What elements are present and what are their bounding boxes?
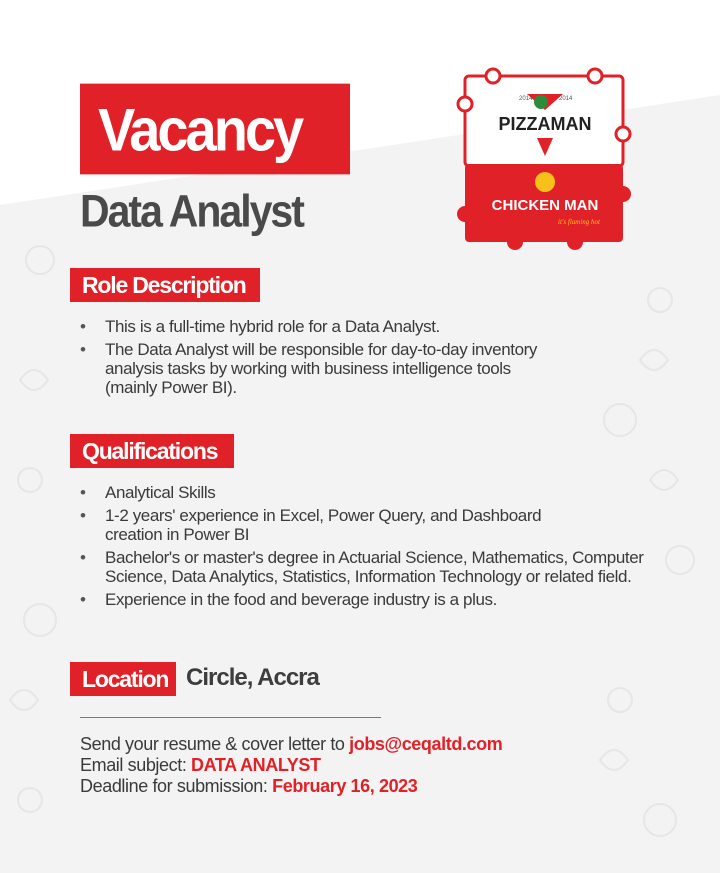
qualifications-list — [80, 483, 660, 613]
contact-info — [80, 734, 502, 797]
company-logo — [455, 64, 635, 250]
logo-year-right: 2014 — [559, 96, 573, 102]
location-label: Location — [70, 662, 176, 696]
vacancy-heading: Vacancy — [80, 84, 350, 175]
subject-line — [80, 755, 502, 776]
email-subject: DATA ANALYST — [191, 755, 321, 775]
role-description-list — [80, 317, 560, 401]
chicken-icon — [535, 172, 555, 192]
location-value: Circle, Accra — [186, 664, 319, 691]
deadline-line — [80, 776, 502, 797]
basil-leaf-icon — [534, 95, 548, 109]
resume-text: Send your resume & cover letter to — [80, 734, 350, 754]
deadline-date: February 16, 2023 — [272, 776, 418, 796]
logo-pizzaman: PIZZAMAN — [498, 114, 592, 134]
list-item: • Analytical Skills — [80, 483, 660, 502]
role-description-label: Role Description — [70, 268, 260, 302]
logo-chicken-man: CHICKEN MAN — [491, 197, 599, 214]
logo-tagline: it's flaming hot — [558, 218, 600, 226]
list-item: • 1-2 years' experience in Excel, Power Query, and Dashboard creation in Power BI — [80, 506, 600, 544]
job-title: Data Analyst — [80, 186, 303, 237]
resume-line — [80, 734, 502, 755]
list-item: • Bachelor's or master's degree in Actuarial Science, Mathematics, Computer Science, Data Analytics, Statistics, Information Technology or related field. — [80, 548, 660, 586]
list-item: • This is a full-time hybrid role for a Data Analyst. — [80, 317, 560, 336]
list-item: • The Data Analyst will be responsible for day-to-day inventory analysis tasks by working with business intelligence tools (mainly Power BI). — [80, 340, 560, 397]
logo-year-left: 2014 — [519, 96, 533, 102]
list-item: • Experience in the food and beverage industry is a plus. — [80, 590, 660, 609]
qualifications-label: Qualifications — [70, 434, 234, 468]
subject-label: Email subject: — [80, 755, 192, 775]
deadline-label: Deadline for submission: — [80, 776, 273, 796]
email-link[interactable]: jobs@ceqaltd.com — [349, 734, 503, 754]
divider — [80, 717, 381, 718]
